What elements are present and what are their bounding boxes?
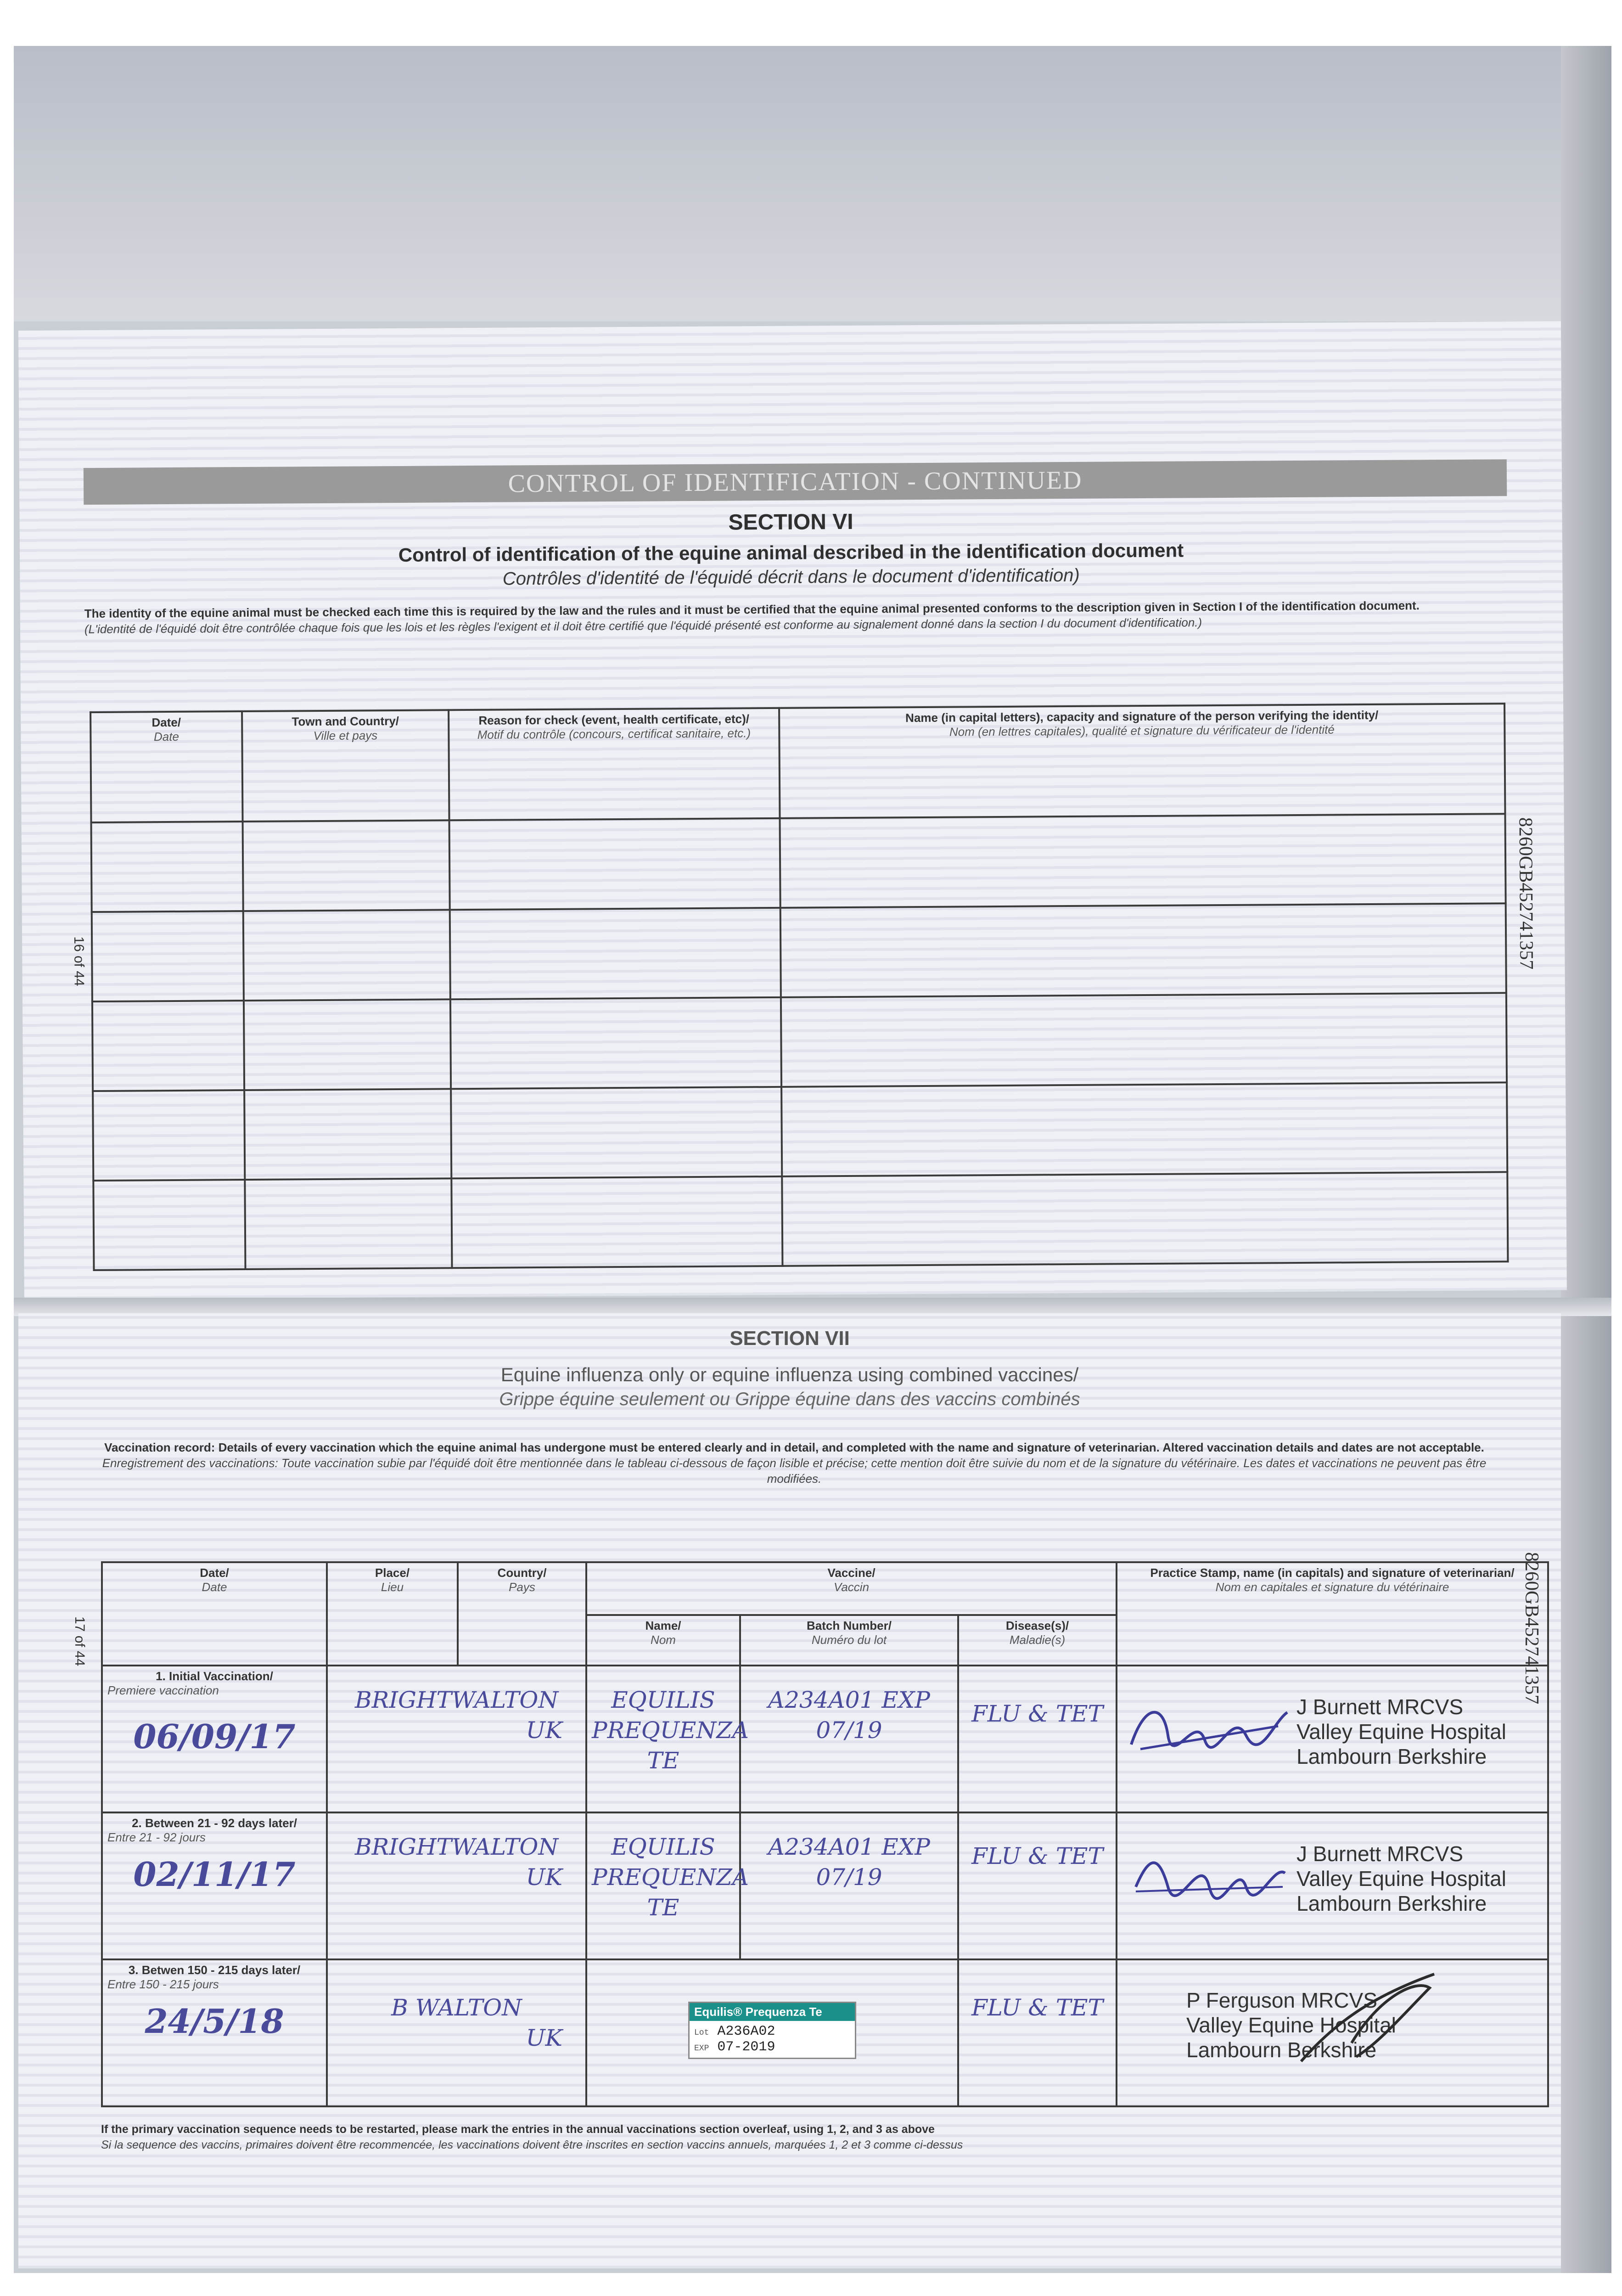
disease-cell: FLU & TET [958,1666,1117,1812]
table-row [102,1812,1548,1959]
footnote-fr: Si la sequence des vaccins, primaires doivent être recommencée, les vaccinations doivent être inscrites en section vaccins annuels, marquées 1, 2 et 3 comme ci-dessus [101,2138,963,2151]
vaccination-country: UK [526,1864,562,1891]
identity-check-table [90,703,1509,1271]
practice-stamp: P Ferguson MRCVS Valley Equine Hospital Lambourn Berkshire [1186,1988,1396,2062]
page-number: 16 of 44 [71,936,87,986]
footnote-en: If the primary vaccination sequence needs to be restarted, please mark the entries in the annual vaccinations section overleaf, using 1, 2, and 3 as above [101,2123,935,2136]
row-label-cell: 3. Betwen 150 - 215 days later/ Entre 150 - 215 jours 24/5/18 [102,1959,327,2106]
vaccine-batch-sticker [688,2002,856,2059]
header-diseases: Disease(s)/ Maladie(s) [958,1615,1117,1666]
place-country-cell [327,1812,586,1959]
section-vi-instructions [84,597,1508,637]
header-batch-number: Batch Number/ Numéro du lot [740,1615,958,1666]
scan-top-shadow [14,46,1611,321]
table-row [93,1082,1507,1181]
table-row [91,814,1506,912]
vet-signature-icon [1122,1694,1296,1769]
header-country: Country/ Pays [458,1562,586,1666]
header-practice-stamp: Practice Stamp, name (in capitals) and signature of veterinarian/ Nom en capitales et signature du vétérinaire [1117,1562,1548,1666]
row-label-cell: 2. Between 21 - 92 days later/ Entre 21 - 92 jours 02/11/17 [102,1812,327,1959]
practice-stamp: J Burnett MRCVS Valley Equine Hospital Lambourn Berkshire [1296,1695,1506,1768]
section-vi-heading-fr: Contrôles d'identité de l'équidé décrit dans le document d'identification) [502,565,1080,589]
sticker-lot: A236A02 [717,2024,775,2039]
batch-number-cell: A234A01 EXP 07/19 [740,1666,958,1812]
section-vii-heading-fr: Grippe équine seulement ou Grippe équine dans des vaccins combinés [499,1389,1080,1409]
sticker-brand: Equilis® Prequenza Te [690,2003,855,2021]
section-vii-heading-en: Equine influenza only or equine influenza using combined vaccines/ [500,1364,1079,1385]
header-vaccine-name: Name/ Nom [586,1615,740,1666]
vaccination-table [101,1561,1549,2107]
binding-edge [1561,46,1611,2273]
table-row [92,993,1507,1091]
passport-number-vertical: 8260GB452741357 [1515,817,1537,970]
record-en: Vaccination record: Details of every vaccination which the equine animal has undergone must be entered clearly and in detail, and completed with the name and signature of veterinarian. Altered vaccination details and dates are not acceptable. [104,1441,1484,1454]
sticker-exp: 07-2019 [717,2039,775,2055]
restart-footnote [101,2122,1524,2153]
passport-number-vertical: 8260GB452741357 [1521,1552,1542,1705]
instructions-fr: (L'identité de l'équidé doit être contrôlée chaque fois que les lois et les règles l'exigent et il doit être certifié que l'équidé présenté est conforme au signalement donné dans la section I du document d'identification.) [84,615,1202,636]
instructions-en: The identity of the equine animal must be checked each time this is required by the law and the rules and it must be certified that the equine animal presented conforms to the description given in Section I of the identification document. [84,598,1420,621]
row-label-cell: 1. Initial Vaccination/ Premiere vaccination 06/09/17 [102,1666,327,1812]
vaccine-label-cell [586,1959,958,2106]
section-vi-heading-en: Control of identification of the equine animal described in the identification document [398,539,1184,566]
vaccination-date: 06/09/17 [133,1717,296,1756]
header-reason: Reason for check (event, health certificate, etc)/ Motif du contrôle (concours, certificat sanitaire, etc.) [449,708,780,820]
vaccine-name-cell: EQUILIS PREQUENZA TE [586,1812,740,1959]
vaccination-place: BRIGHTWALTON [354,1687,559,1713]
place-country-cell [327,1959,586,2106]
page-number: 17 of 44 [72,1616,87,1666]
batch-number-cell: A234A01 EXP 07/19 [740,1812,958,1959]
vet-signature-icon [1122,1841,1296,1916]
place-country-cell [327,1666,586,1812]
passport-page-17 [18,1313,1561,2268]
table-row [102,1666,1548,1812]
disease-cell: FLU & TET [958,1959,1117,2106]
practice-stamp-cell [1117,1666,1548,1812]
header-place: Place/ Lieu [327,1562,458,1666]
vacc-header-row [102,1562,1548,1615]
disease-cell: FLU & TET [958,1812,1117,1959]
vaccination-place: B WALTON [391,1994,522,2021]
vaccination-date: 24/5/18 [145,2002,284,2041]
section-vi-title: SECTION VI [728,509,853,535]
passport-page-16 [18,321,1567,1299]
header-verifier: Name (in capital letters), capacity and signature of the person verifying the identity/ Nom (en lettres capitales), qualité et signature du vérificateur de l'identité [779,703,1505,818]
header-vaccine: Vaccine/ Vaccin [586,1562,1117,1615]
header-date: Date/ Date [102,1562,327,1666]
practice-stamp-cell [1117,1812,1548,1959]
vaccine-name-cell: EQUILIS PREQUENZA TE [586,1666,740,1812]
practice-stamp-cell [1117,1959,1548,2106]
vet-signature-icon [1296,1970,1443,2077]
vaccination-date: 02/11/17 [133,1855,296,1894]
vaccination-country: UK [526,1717,562,1744]
vaccination-place: BRIGHTWALTON [354,1834,559,1860]
section-vii-title: SECTION VII [730,1327,850,1350]
record-fr: Enregistrement des vaccinations: Toute vaccination subie par l'équidé doit être mentionnée dans le tableau ci-dessous de façon lisible et précise; cette mention doit être suivie du nom et de la signature du vétérinaire. Les dates et vaccinations ne peuvent pas être modifiées. [102,1456,1487,1486]
table-row [93,1172,1508,1270]
header-town-country: Town and Country/ Ville et pays [242,710,449,822]
table-row [102,1959,1548,2106]
control-banner: CONTROL OF IDENTIFICATION - CONTINUED [84,459,1507,505]
table-header-row [90,703,1505,822]
vaccination-country: UK [526,2025,562,2051]
sticker-body: Lot A236A02 EXP 07-2019 [694,2024,775,2055]
header-date: Date/ Date [90,711,242,822]
practice-stamp: J Burnett MRCVS Valley Equine Hospital Lambourn Berkshire [1296,1842,1506,1915]
table-row [92,903,1506,1002]
vaccination-record-instructions [83,1440,1506,1486]
